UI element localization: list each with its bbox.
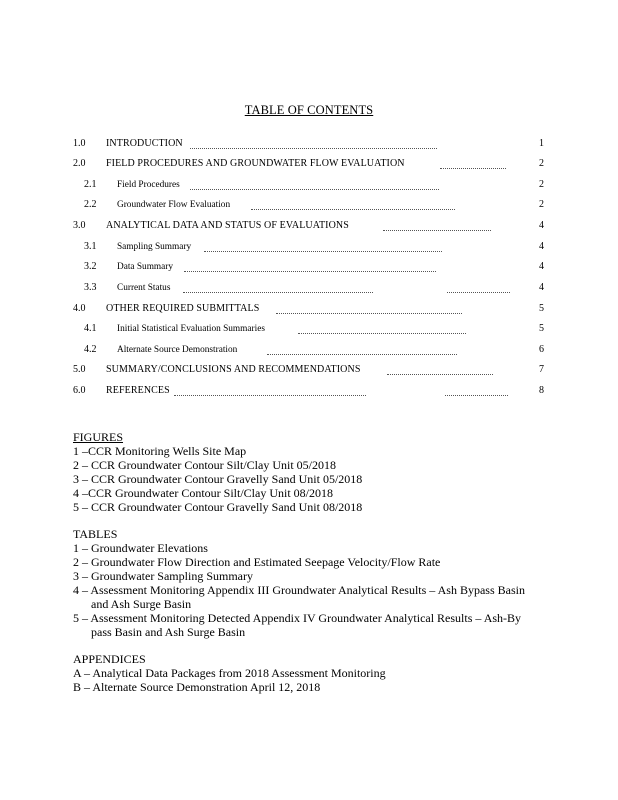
toc-entry-number: 4.0 <box>73 303 86 314</box>
toc-entry <box>0 343 618 357</box>
toc-entry <box>0 240 618 254</box>
figure-item: 5 – CCR Groundwater Contour Gravelly Sand Unit 08/2018 <box>73 500 363 514</box>
toc-entry <box>0 198 618 212</box>
toc-leader <box>251 209 455 210</box>
table-item: 5 – Assessment Monitoring Detected Appendix IV Groundwater Analytical Results – Ash-By pass Basin and Ash Surge Basin <box>73 611 522 639</box>
toc-entry-page: 4 <box>539 261 544 272</box>
toc-entry-label: OTHER REQUIRED SUBMITTALS <box>106 303 260 314</box>
toc-leader <box>440 168 506 169</box>
toc-entry <box>0 178 618 192</box>
toc-entry-page: 8 <box>539 385 544 396</box>
toc-entry-page: 2 <box>539 199 544 210</box>
table-item: 4 – Assessment Monitoring Appendix III Groundwater Analytical Results – Ash Bypass Basin and Ash Surge Basin <box>73 583 525 611</box>
toc-entry-label: Initial Statistical Evaluation Summaries <box>117 324 265 334</box>
toc-leader <box>183 292 373 293</box>
toc-leader <box>445 395 508 396</box>
toc-entry <box>0 137 618 151</box>
toc-entry <box>0 384 618 398</box>
toc-leader <box>387 374 493 375</box>
toc-title: TABLE OF CONTENTS <box>244 103 374 117</box>
appendix-item: A – Analytical Data Packages from 2018 Assessment Monitoring <box>73 666 386 680</box>
toc-entry-label: SUMMARY/CONCLUSIONS AND RECOMMENDATIONS <box>106 364 361 375</box>
toc-entry-number: 4.1 <box>84 323 97 334</box>
tables-section <box>73 527 543 639</box>
figures-heading: FIGURES <box>73 430 124 444</box>
toc-entry-label: ANALYTICAL DATA AND STATUS OF EVALUATIONS <box>106 220 349 231</box>
table-item: 2 – Groundwater Flow Direction and Estimated Seepage Velocity/Flow Rate <box>73 555 441 569</box>
toc-entry-page: 1 <box>539 138 544 149</box>
toc-entry-number: 6.0 <box>73 385 86 396</box>
toc-leader <box>267 354 457 355</box>
toc-entry-page: 7 <box>539 364 544 375</box>
toc-entry-page: 2 <box>539 179 544 190</box>
table-item: 3 – Groundwater Sampling Summary <box>73 569 253 583</box>
toc-entry-number: 1.0 <box>73 138 86 149</box>
toc-entry-page: 5 <box>539 303 544 314</box>
toc-entry-number: 3.1 <box>84 241 97 252</box>
toc-entry-number: 5.0 <box>73 364 86 375</box>
toc-entry-page: 4 <box>539 220 544 231</box>
tables-heading: TABLES <box>73 527 118 541</box>
toc-entry <box>0 260 618 274</box>
toc-entry-label: Sampling Summary <box>117 242 192 252</box>
toc-leader <box>174 395 366 396</box>
toc-entry-label: Data Summary <box>117 262 174 272</box>
figure-item: 3 – CCR Groundwater Contour Gravelly Sand Unit 05/2018 <box>73 472 363 486</box>
toc-entry <box>0 219 618 233</box>
toc-entry-label: Current Status <box>117 283 171 293</box>
appendix-item: B – Alternate Source Demonstration April 12, 2018 <box>73 680 321 694</box>
toc-entry <box>0 302 618 316</box>
toc-leader <box>190 189 439 190</box>
toc-entry-number: 4.2 <box>84 344 97 355</box>
toc-entry-label: REFERENCES <box>106 385 170 396</box>
toc-entry-page: 4 <box>539 282 544 293</box>
toc-entry-number: 3.2 <box>84 261 97 272</box>
toc-entry-page: 6 <box>539 344 544 355</box>
toc-entry-page: 4 <box>539 241 544 252</box>
appendices-section <box>73 652 573 694</box>
toc-entry-label: FIELD PROCEDURES AND GROUNDWATER FLOW EVALUATION <box>106 158 405 169</box>
toc-leader <box>276 313 462 314</box>
figure-item: 4 –CCR Groundwater Contour Silt/Clay Unit 08/2018 <box>73 486 333 500</box>
figures-section <box>73 430 573 514</box>
toc-leader <box>383 230 491 231</box>
toc-entry-number: 3.3 <box>84 282 97 293</box>
toc-entry-label: Field Procedures <box>117 180 180 190</box>
toc-entry <box>0 157 618 171</box>
toc-entry <box>0 322 618 336</box>
toc-leader <box>190 148 437 149</box>
toc-entry-number: 3.0 <box>73 220 86 231</box>
figure-item: 1 –CCR Monitoring Wells Site Map <box>73 444 247 458</box>
toc-entry-page: 2 <box>539 158 544 169</box>
appendices-heading: APPENDICES <box>73 652 146 666</box>
toc-leader <box>447 292 510 293</box>
figure-item: 2 – CCR Groundwater Contour Silt/Clay Unit 05/2018 <box>73 458 336 472</box>
toc-entry-label: Groundwater Flow Evaluation <box>117 200 231 210</box>
toc-entry-number: 2.1 <box>84 179 97 190</box>
toc-entry-number: 2.2 <box>84 199 97 210</box>
toc-entry-page: 5 <box>539 323 544 334</box>
toc-entry <box>0 281 618 295</box>
toc-leader <box>204 251 442 252</box>
toc-entry-label: INTRODUCTION <box>106 138 183 149</box>
toc-entry-number: 2.0 <box>73 158 86 169</box>
toc-leader <box>298 333 466 334</box>
toc-entry <box>0 363 618 377</box>
toc-entry-label: Alternate Source Demonstration <box>117 345 238 355</box>
toc-leader <box>184 271 436 272</box>
table-item: 1 – Groundwater Elevations <box>73 541 208 555</box>
